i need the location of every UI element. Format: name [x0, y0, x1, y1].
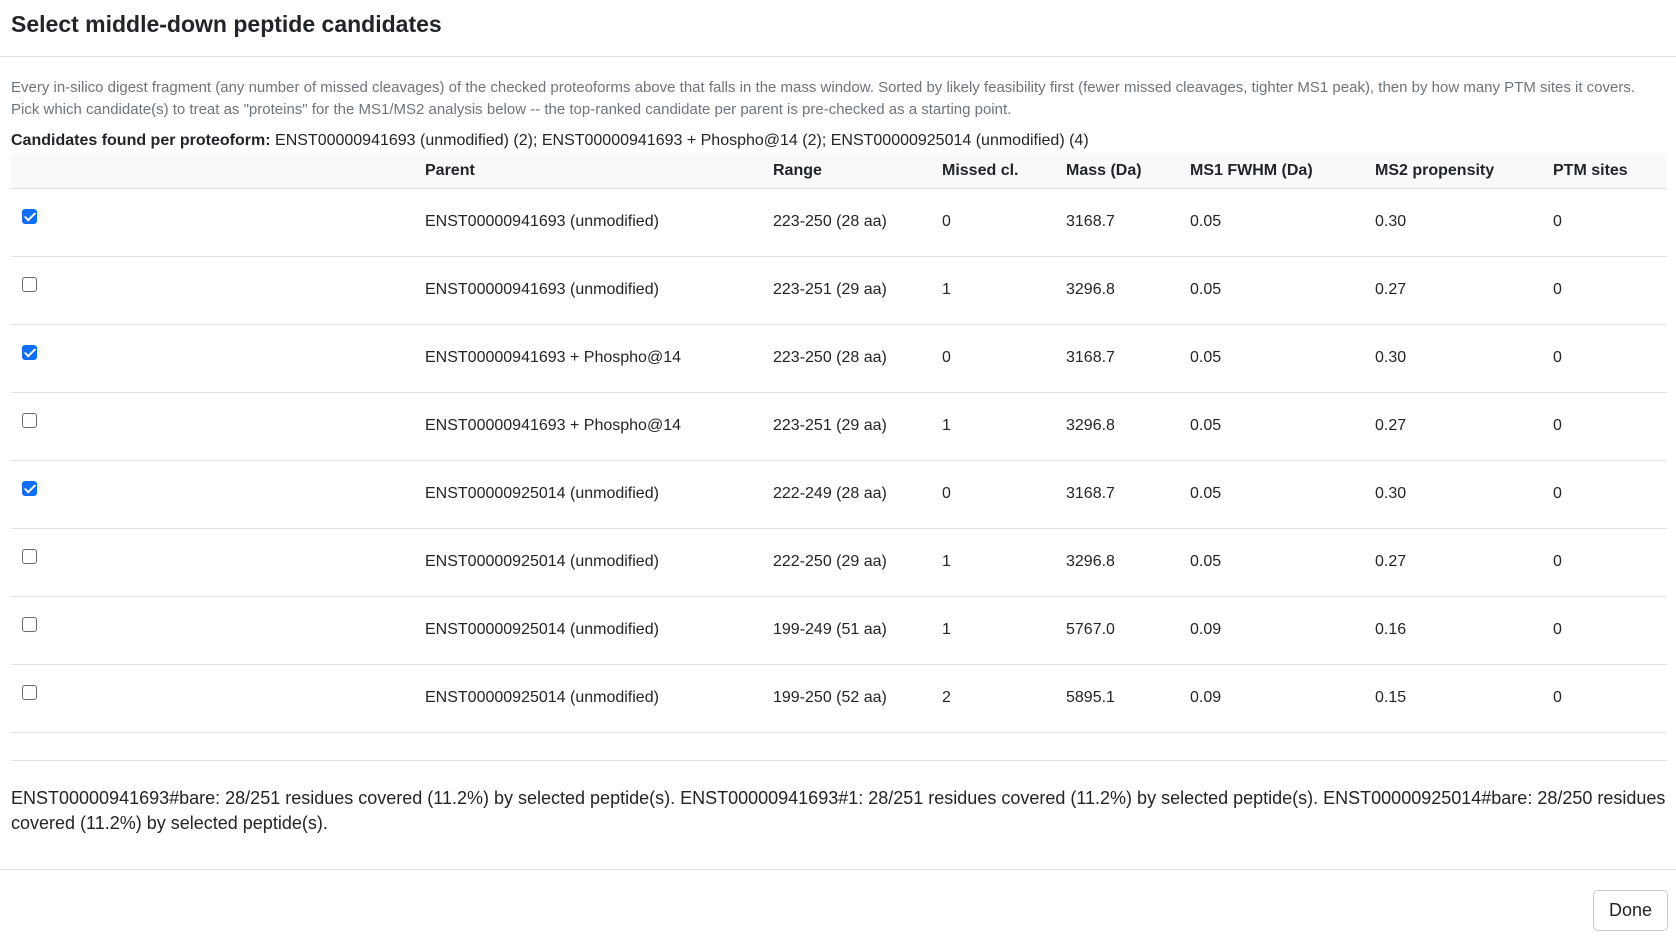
cell-range: 199-250 (52 aa): [773, 664, 942, 732]
cell-ptm: 0: [1553, 324, 1667, 392]
cell-parent: ENST00000925014 (unmodified): [425, 664, 773, 732]
table-divider: [11, 733, 1667, 761]
cell-missed: 0: [942, 460, 1066, 528]
cell-ptm: 0: [1553, 188, 1667, 256]
cell-ms2: 0.27: [1375, 392, 1553, 460]
cell-missed: 2: [942, 664, 1066, 732]
cell-missed: 1: [942, 596, 1066, 664]
modal-body: [0, 77, 1676, 836]
header-missed-cleavages[interactable]: Missed cl.: [942, 154, 1066, 188]
cell-mass: 3296.8: [1066, 528, 1190, 596]
cell-range: 223-250 (28 aa): [773, 324, 942, 392]
description-text: Every in-silico digest fragment (any number of missed cleavages) of the checked proteoforms above that falls in the mass window. Sorted by likely feasibility first (fewer missed cleavages, tighter MS1 peak), then by how many PTM sites it covers. Pick which candidate(s) to treat as "proteins" for the MS1/MS2 analysis below -- the top-ranked candidate per parent is pre-checked as a starting point.: [11, 79, 1636, 118]
header-parent[interactable]: Parent: [425, 154, 773, 188]
cell-missed: 0: [942, 324, 1066, 392]
cell-range: 199-249 (51 aa): [773, 596, 942, 664]
done-button[interactable]: Done: [1593, 890, 1668, 931]
cell-ptm: 0: [1553, 392, 1667, 460]
candidates-summary: [11, 129, 1665, 153]
table-row: [11, 392, 1667, 460]
cell-fwhm: 0.05: [1190, 528, 1375, 596]
cell-parent: ENST00000925014 (unmodified): [425, 596, 773, 664]
candidate-checkbox[interactable]: [22, 549, 37, 564]
cell-ms2: 0.27: [1375, 528, 1553, 596]
table-row: [11, 188, 1667, 256]
cell-range: 223-251 (29 aa): [773, 256, 942, 324]
cell-range: 222-250 (29 aa): [773, 528, 942, 596]
candidate-checkbox[interactable]: [22, 481, 37, 496]
header-select: [11, 154, 425, 188]
candidate-checkbox[interactable]: [22, 345, 37, 360]
candidate-checkbox[interactable]: [22, 617, 37, 632]
cell-ptm: 0: [1553, 256, 1667, 324]
cell-ms2: 0.30: [1375, 188, 1553, 256]
header-ptm-sites[interactable]: PTM sites: [1553, 154, 1667, 188]
table-row: [11, 256, 1667, 324]
cell-ptm: 0: [1553, 528, 1667, 596]
table-row: [11, 528, 1667, 596]
cell-ms2: 0.30: [1375, 324, 1553, 392]
cell-fwhm: 0.05: [1190, 324, 1375, 392]
cell-fwhm: 0.09: [1190, 664, 1375, 732]
cell-ms2: 0.27: [1375, 256, 1553, 324]
cell-ms2: 0.16: [1375, 596, 1553, 664]
cell-fwhm: 0.05: [1190, 460, 1375, 528]
cell-mass: 3168.7: [1066, 188, 1190, 256]
cell-mass: 5767.0: [1066, 596, 1190, 664]
cell-ms2: 0.15: [1375, 664, 1553, 732]
cell-ptm: 0: [1553, 460, 1667, 528]
cell-mass: 3168.7: [1066, 460, 1190, 528]
table-row: [11, 596, 1667, 664]
cell-missed: 0: [942, 188, 1066, 256]
candidate-checkbox[interactable]: [22, 685, 37, 700]
cell-parent: ENST00000941693 + Phospho@14: [425, 392, 773, 460]
cell-range: 222-249 (28 aa): [773, 460, 942, 528]
header-ms2-propensity[interactable]: MS2 propensity: [1375, 154, 1553, 188]
table-row: [11, 460, 1667, 528]
table-row: [11, 664, 1667, 732]
cell-mass: 5895.1: [1066, 664, 1190, 732]
modal-header: [0, 0, 1676, 57]
cell-ptm: 0: [1553, 596, 1667, 664]
table-row: [11, 324, 1667, 392]
cell-fwhm: 0.05: [1190, 256, 1375, 324]
cell-ptm: 0: [1553, 664, 1667, 732]
cell-missed: 1: [942, 392, 1066, 460]
cell-missed: 1: [942, 256, 1066, 324]
cell-ms2: 0.30: [1375, 460, 1553, 528]
cell-mass: 3296.8: [1066, 256, 1190, 324]
candidate-checkbox[interactable]: [22, 209, 37, 224]
cell-mass: 3168.7: [1066, 324, 1190, 392]
cell-mass: 3296.8: [1066, 392, 1190, 460]
cell-range: 223-250 (28 aa): [773, 188, 942, 256]
cell-fwhm: 0.05: [1190, 392, 1375, 460]
candidate-checkbox[interactable]: [22, 277, 37, 292]
header-mass[interactable]: Mass (Da): [1066, 154, 1190, 188]
modal-title: Select middle-down peptide candidates: [11, 11, 442, 37]
cell-fwhm: 0.05: [1190, 188, 1375, 256]
header-range[interactable]: Range: [773, 154, 942, 188]
cell-parent: ENST00000925014 (unmodified): [425, 528, 773, 596]
cell-range: 223-251 (29 aa): [773, 392, 942, 460]
candidates-table: [11, 154, 1667, 733]
modal-footer: [0, 869, 1676, 940]
candidate-checkbox[interactable]: [22, 413, 37, 428]
cell-parent: ENST00000941693 + Phospho@14: [425, 324, 773, 392]
cell-parent: ENST00000925014 (unmodified): [425, 460, 773, 528]
cell-missed: 1: [942, 528, 1066, 596]
summary-label: Candidates found per proteoform:: [11, 132, 271, 149]
summary-value: ENST00000941693 (unmodified) (2); ENST00000941693 + Phospho@14 (2); ENST00000925014 (unmodified) (4): [275, 132, 1089, 149]
cell-fwhm: 0.09: [1190, 596, 1375, 664]
header-ms1-fwhm[interactable]: MS1 FWHM (Da): [1190, 154, 1375, 188]
cell-parent: ENST00000941693 (unmodified): [425, 256, 773, 324]
cell-parent: ENST00000941693 (unmodified): [425, 188, 773, 256]
coverage-summary: ENST00000941693#bare: 28/251 residues covered (11.2%) by selected peptide(s). ENST00000941693#1: 28/251 residues covered (11.2%) by selected peptide(s). ENST00000925014#bare: 28/250 residues covered (11.2%) by selected peptide(s).: [11, 787, 1666, 833]
table-header-row: [11, 154, 1667, 188]
